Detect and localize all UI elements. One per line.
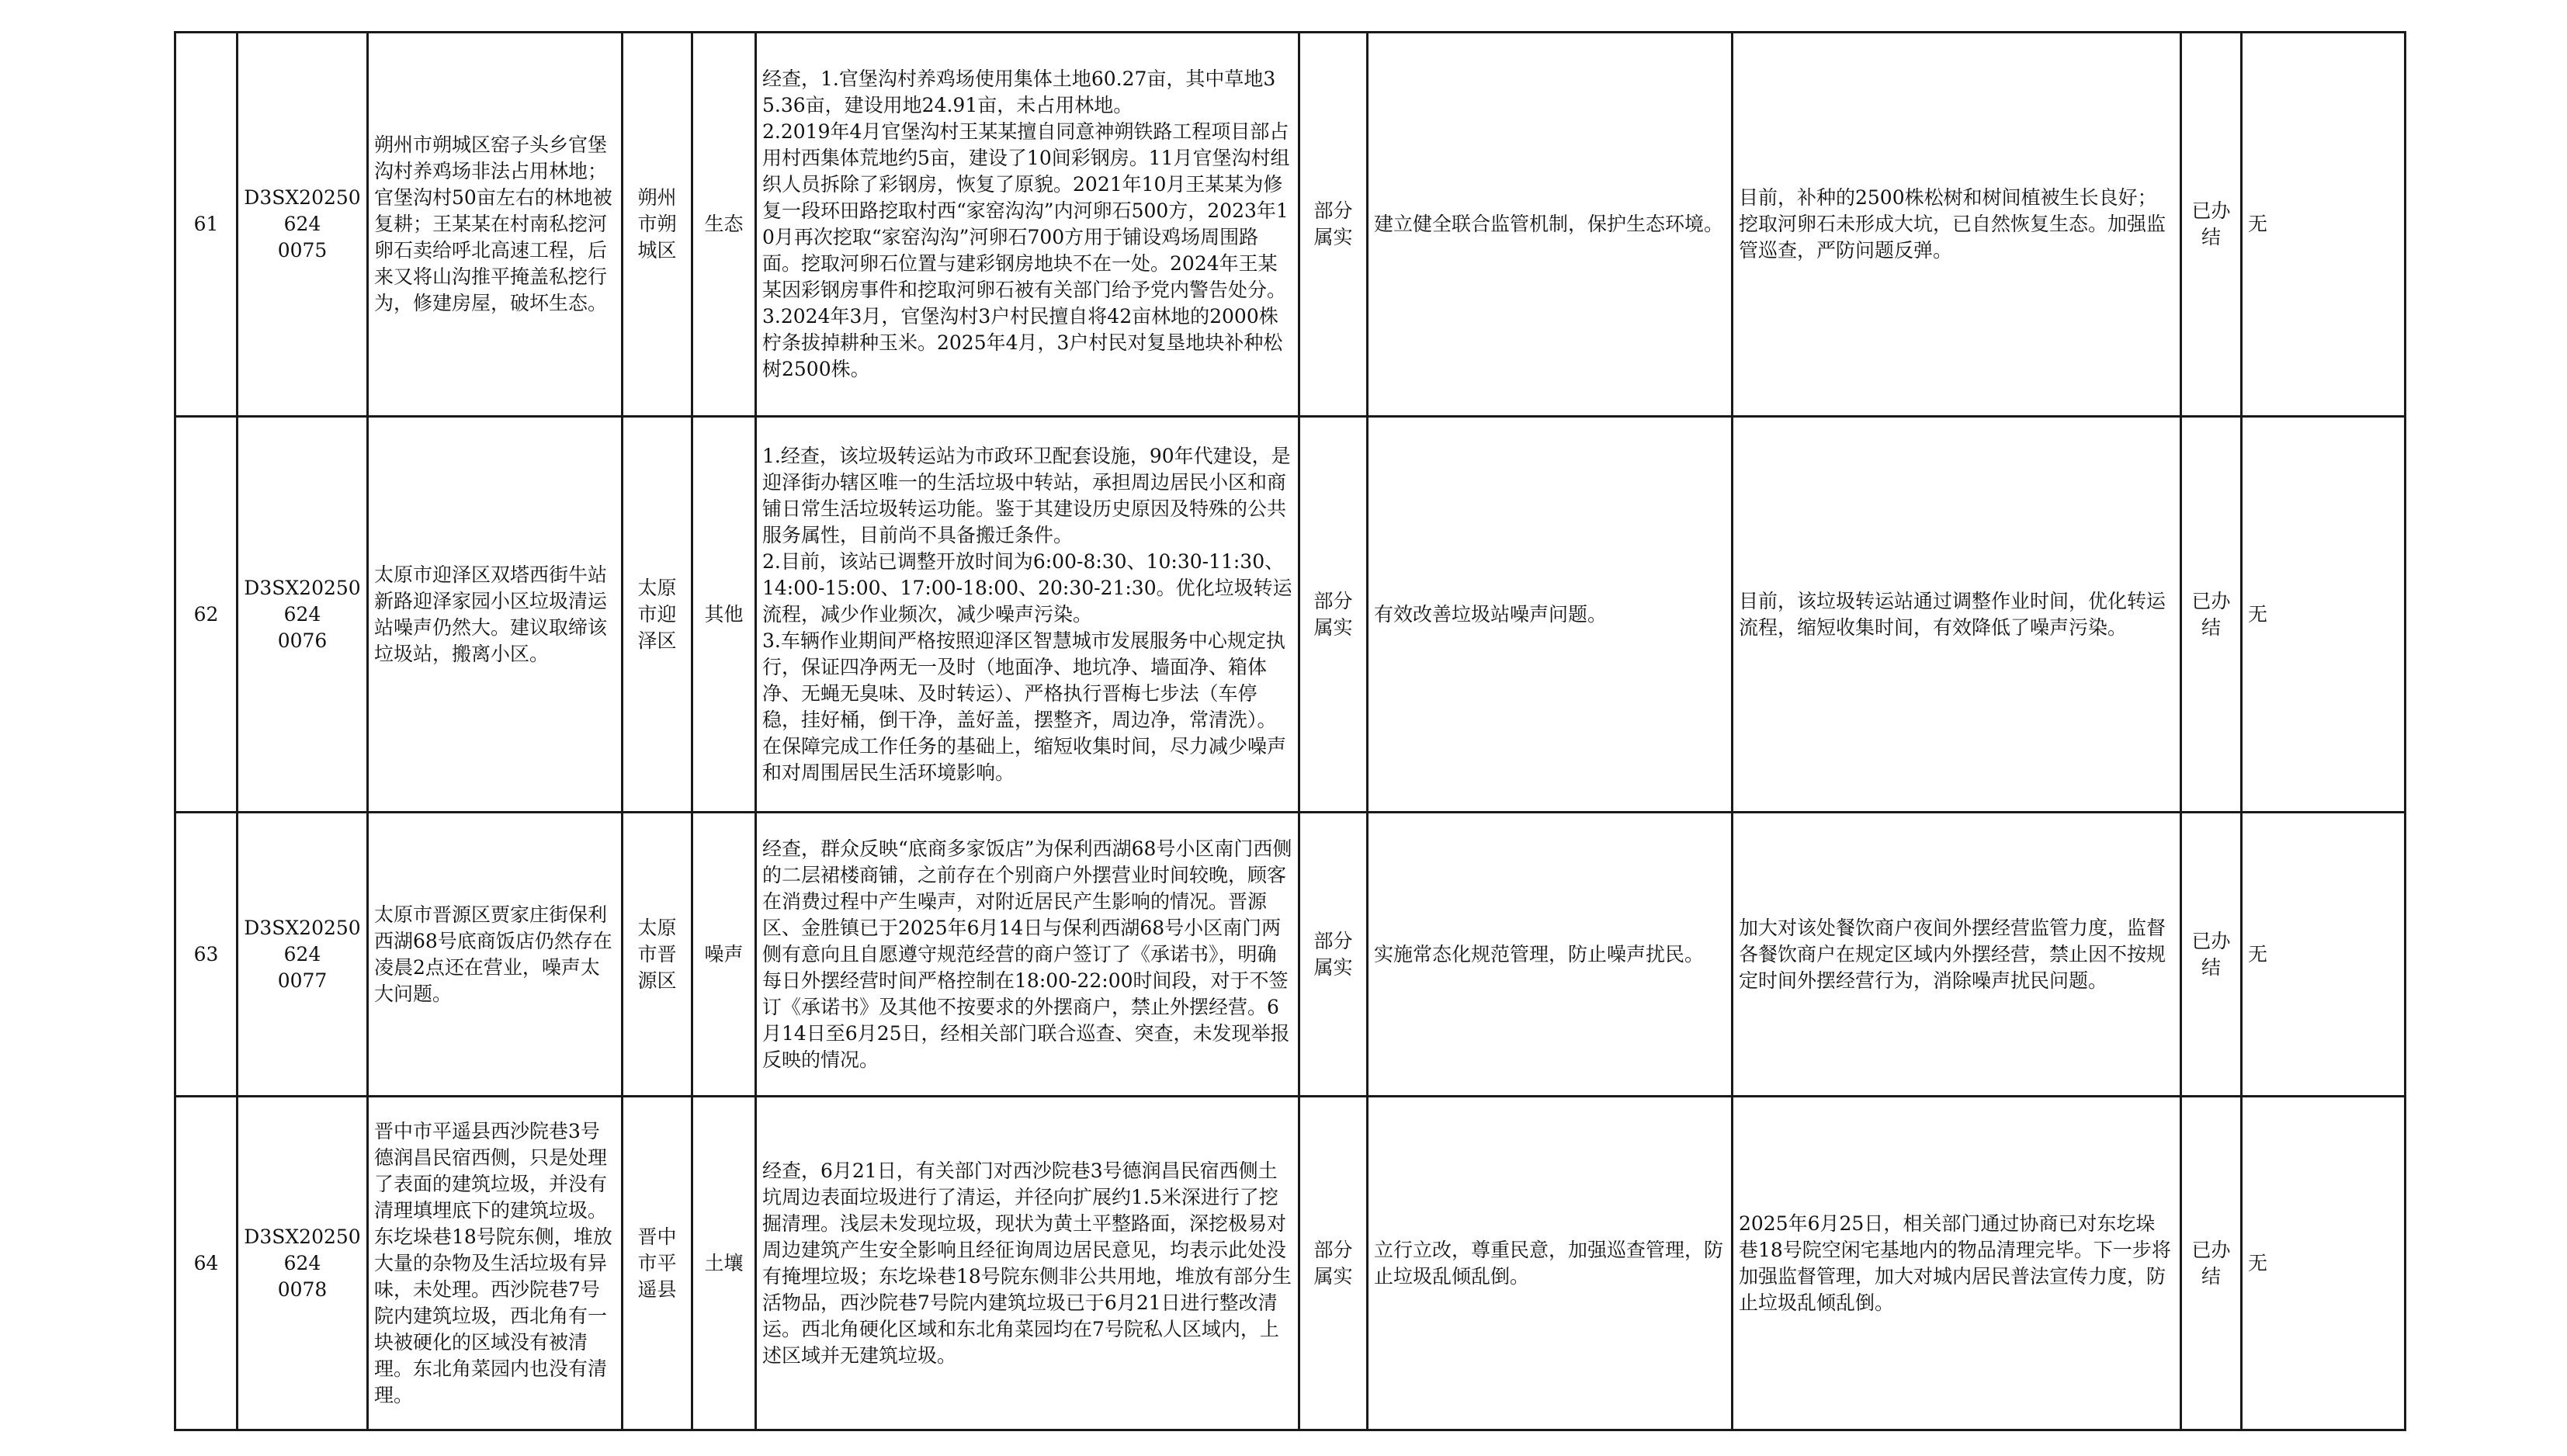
cell-measures: 建立健全联合监管机制，保护生态环境。 [1368,33,1733,417]
cell-investigation: 经查，群众反映“底商多家饭店”为保利西湖68号小区南门西侧的二层裙楼商铺，之前存在个别商户外摆营业时间较晚，顾客在消费过程中产生噪声，对附近居民产生影响的情况。晋源区、金胜镇已于2025年6月14日与保利西湖68号小区南门两侧有意向且自愿遵守规范经营的商户签订了《承诺书》，明确每日外摆经营时间严格控制在18:00-22:00时间段，对于不签订《承诺书》及其他不按要求的外摆商户，禁止外摆经营。6月14日至6月25日，经相关部门联合巡查、突查，未发现举报反映的情况。 [756,813,1299,1097]
cell-result: 2025年6月25日，相关部门通过协商已对东圪垛巷18号院空闲宅基地内的物品清理完毕。下一步将加强监督管理，加大对城内居民普法宣传力度，防止垃圾乱倾乱倒。 [1733,1097,2181,1430]
cell-result: 目前，补种的2500株松树和树间植被生长良好；挖取河卵石未形成大坑，已自然恢复生态。加强监管巡查，严防问题反弹。 [1733,33,2181,417]
cell-region: 太原市迎泽区 [623,417,692,813]
document-page [174,31,2404,1431]
table-row [175,1097,2406,1430]
cell-investigation: 经查，6月21日，有关部门对西沙院巷3号德润昌民宿西侧土坑周边表面垃圾进行了清运，并径向扩展约1.5米深进行了挖掘清理。浅层未发现垃圾，现状为黄土平整路面，深挖极易对周边建筑产生安全影响且经征询周边居民意见，均表示此处没有掩埋垃圾；东圪垛巷18号院东侧非公共用地，堆放有部分生活物品，西沙院巷7号院内建筑垃圾已于6月21日进行整改清运。西北角硬化区域和东北角菜园均在7号院私人区域内，上述区域并无建筑垃圾。 [756,1097,1299,1430]
cell-status: 已办结 [2181,1097,2242,1430]
cell-seq: 61 [175,33,238,417]
table-row [175,813,2406,1097]
table-row [175,417,2406,813]
cell-category: 土壤 [692,1097,756,1430]
cell-category: 生态 [692,33,756,417]
cell-measures: 有效改善垃圾站噪声问题。 [1368,417,1733,813]
cell-result: 目前，该垃圾转运站通过调整作业时间，优化转运流程，缩短收集时间，有效降低了噪声污染。 [1733,417,2181,813]
cell-region: 晋中市平遥县 [623,1097,692,1430]
cell-complaint: 太原市迎泽区双塔西街牛站新路迎泽家园小区垃圾清运站噪声仍然大。建议取缔该垃圾站，搬离小区。 [368,417,623,813]
cell-verdict: 部分属实 [1299,813,1368,1097]
cell-investigation: 经查，1.官堡沟村养鸡场使用集体土地60.27亩，其中草地35.36亩，建设用地24.91亩，未占用林地。 2.2019年4月官堡沟村王某某擅自同意神朔铁路工程项目部占用村西集体荒地约5亩，建设了10间彩钢房。11月官堡沟村组织人员拆除了彩钢房，恢复了原貌。2021年10月王某某为修复一段环田路挖取村西“家窑沟沟”内河卵石500方，2023年10月再次挖取“家窑沟沟”河卵石700方用于铺设鸡场周围路面。挖取河卵石位置与建彩钢房地块不在一处。2024年王某某因彩钢房事件和挖取河卵石被有关部门给予党内警告处分。 3.2024年3月，官堡沟村3户村民擅自将42亩林地的2000株柠条拔掉耕种玉米。2025年4月，3户村民对复垦地块补种松树2500株。 [756,33,1299,417]
cell-complaint: 太原市晋源区贾家庄街保利西湖68号底商饭店仍然存在凌晨2点还在营业，噪声太大问题。 [368,813,623,1097]
cell-region: 太原市晋源区 [623,813,692,1097]
cell-verdict: 部分属实 [1299,417,1368,813]
cell-status: 已办结 [2181,417,2242,813]
cell-accountability: 无 [2242,417,2406,813]
cell-complaint: 朔州市朔城区窑子头乡官堡沟村养鸡场非法占用林地；官堡沟村50亩左右的林地被复耕；王某某在村南私挖河卵石卖给呼北高速工程，后来又将山沟推平掩盖私挖行为，修建房屋，破坏生态。 [368,33,623,417]
cell-code: D3SX20250624 0078 [238,1097,368,1430]
cell-accountability: 无 [2242,813,2406,1097]
cell-code: D3SX20250624 0077 [238,813,368,1097]
cell-accountability: 无 [2242,33,2406,417]
complaint-table [174,31,2406,1431]
cell-seq: 64 [175,1097,238,1430]
cell-status: 已办结 [2181,813,2242,1097]
cell-status: 已办结 [2181,33,2242,417]
cell-code: D3SX20250624 0075 [238,33,368,417]
cell-seq: 63 [175,813,238,1097]
cell-complaint: 晋中市平遥县西沙院巷3号德润昌民宿西侧，只是处理了表面的建筑垃圾，并没有清理填埋底下的建筑垃圾。东圪垛巷18号院东侧，堆放大量的杂物及生活垃圾有异味，未处理。西沙院巷7号院内建筑垃圾，西北角有一块被硬化的区域没有被清理。东北角菜园内也没有清理。 [368,1097,623,1430]
cell-measures: 实施常态化规范管理，防止噪声扰民。 [1368,813,1733,1097]
cell-region: 朔州市朔城区 [623,33,692,417]
cell-category: 其他 [692,417,756,813]
cell-verdict: 部分属实 [1299,33,1368,417]
cell-code: D3SX20250624 0076 [238,417,368,813]
cell-measures: 立行立改，尊重民意，加强巡查管理，防止垃圾乱倾乱倒。 [1368,1097,1733,1430]
table-row [175,33,2406,417]
cell-verdict: 部分属实 [1299,1097,1368,1430]
cell-accountability: 无 [2242,1097,2406,1430]
cell-investigation: 1.经查，该垃圾转运站为市政环卫配套设施，90年代建设，是迎泽街办辖区唯一的生活垃圾中转站，承担周边居民小区和商铺日常生活垃圾转运功能。鉴于其建设历史原因及特殊的公共服务属性，目前尚不具备搬迁条件。 2.目前，该站已调整开放时间为6:00-8:30、10:30-11:30、14:00-15:00、17:00-18:00、20:30-21:30。优化垃圾转运流程，减少作业频次，减少噪声污染。 3.车辆作业期间严格按照迎泽区智慧城市发展服务中心规定执行，保证四净两无一及时（地面净、地坑净、墙面净、箱体净、无蝇无臭味、及时转运）、严格执行晋梅七步法（车停稳，挂好桶，倒干净，盖好盖，摆整齐，周边净，常清洗）。在保障完成工作任务的基础上，缩短收集时间，尽力减少噪声和对周围居民生活环境影响。 [756,417,1299,813]
cell-category: 噪声 [692,813,756,1097]
cell-result: 加大对该处餐饮商户夜间外摆经营监管力度，监督各餐饮商户在规定区域内外摆经营，禁止因不按规定时间外摆经营行为，消除噪声扰民问题。 [1733,813,2181,1097]
cell-seq: 62 [175,417,238,813]
